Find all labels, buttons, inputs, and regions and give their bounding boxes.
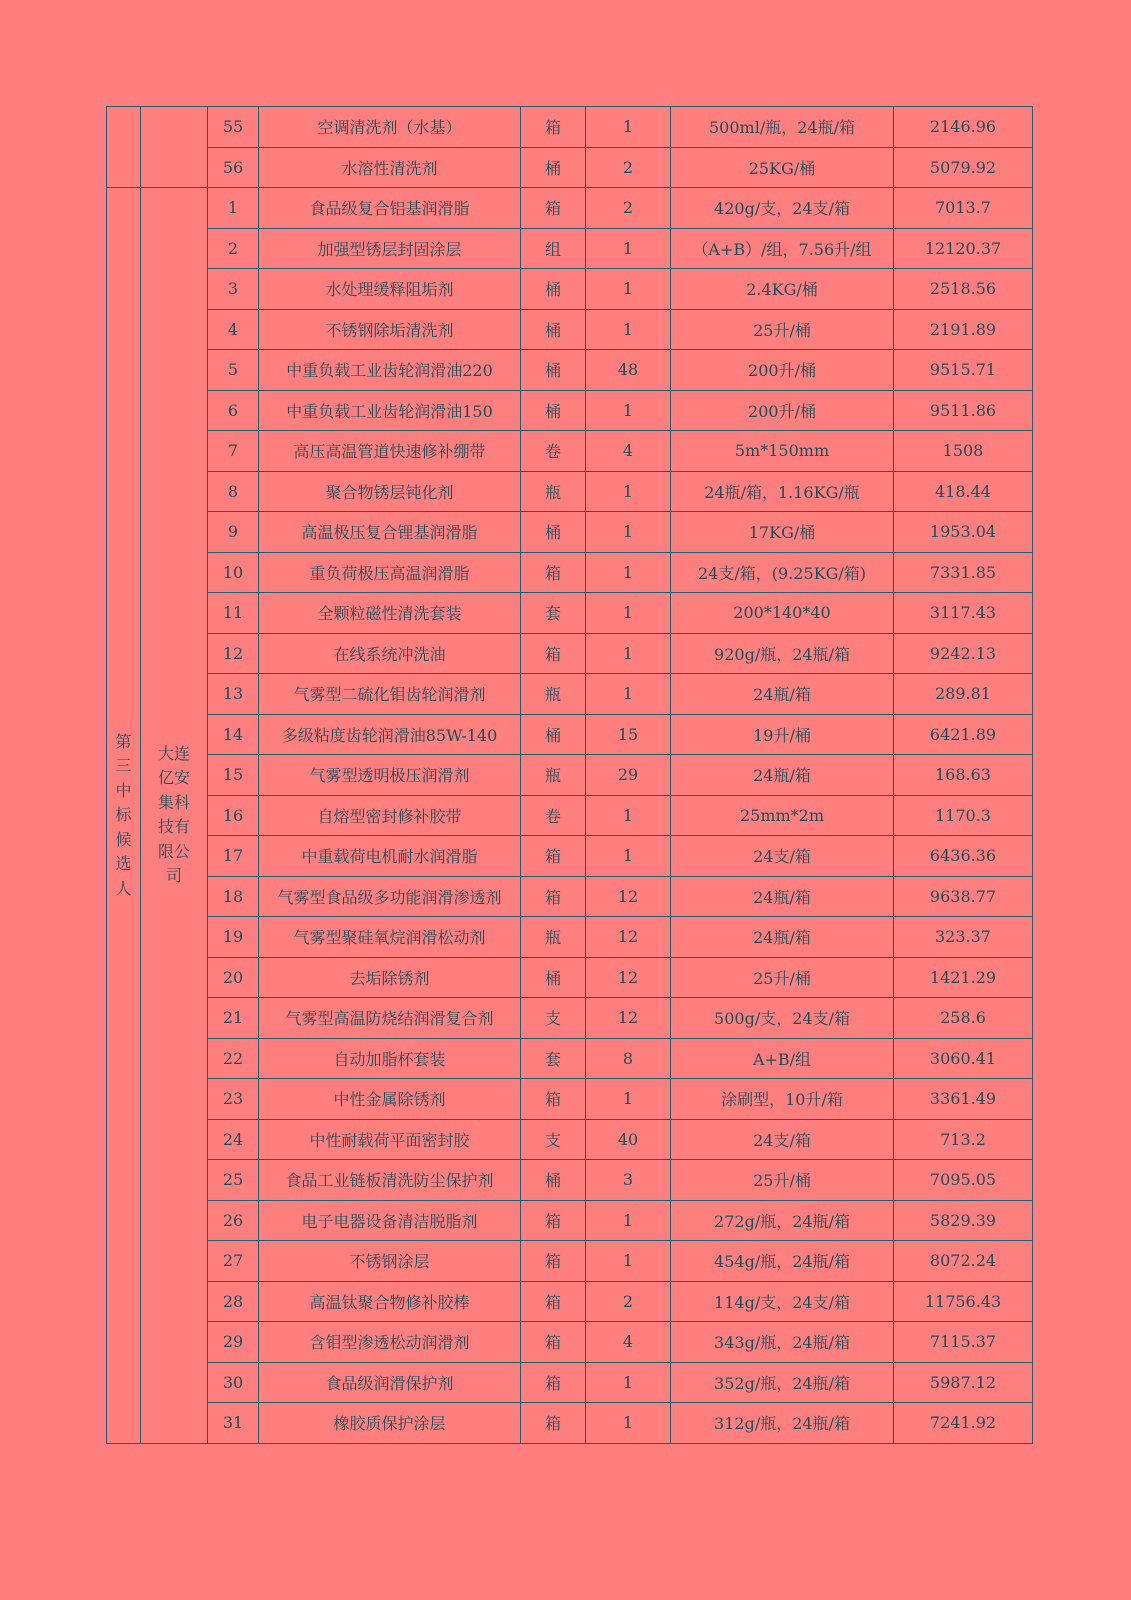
specification-cell: 5m*150mm xyxy=(671,431,894,472)
unit-cell: 瓶 xyxy=(521,917,586,958)
table-row xyxy=(107,1160,1033,1201)
unit-cell: 卷 xyxy=(521,795,586,836)
item-name-cell: 气雾型食品级多功能润滑渗透剂 xyxy=(259,876,521,917)
table-row xyxy=(107,876,1033,917)
item-number-cell: 6 xyxy=(208,390,259,431)
specification-cell: 454g/瓶，24瓶/箱 xyxy=(671,1241,894,1282)
table-row xyxy=(107,957,1033,998)
unit-cell: 卷 xyxy=(521,431,586,472)
price-cell: 713.2 xyxy=(894,1119,1033,1160)
specification-cell: 24支/箱，(9.25KG/箱) xyxy=(671,552,894,593)
quantity-cell: 48 xyxy=(586,350,671,391)
item-number-cell: 24 xyxy=(208,1119,259,1160)
item-name-cell: 去垢除锈剂 xyxy=(259,957,521,998)
price-cell: 7013.7 xyxy=(894,188,1033,229)
specification-cell: 200升/桶 xyxy=(671,350,894,391)
table-row xyxy=(107,1241,1033,1282)
unit-cell: 桶 xyxy=(521,1160,586,1201)
item-name-cell: 气雾型透明极压润滑剂 xyxy=(259,755,521,796)
table-row xyxy=(107,390,1033,431)
item-number-cell: 20 xyxy=(208,957,259,998)
unit-cell: 箱 xyxy=(521,633,586,674)
table-row xyxy=(107,1119,1033,1160)
specification-cell: 19升/桶 xyxy=(671,714,894,755)
item-name-cell: 食品级润滑保护剂 xyxy=(259,1362,521,1403)
item-number-cell: 30 xyxy=(208,1362,259,1403)
quantity-cell: 1 xyxy=(586,633,671,674)
item-name-cell: 中重负载工业齿轮润滑油150 xyxy=(259,390,521,431)
rank-label: 第三中标候选人 xyxy=(115,731,132,898)
unit-cell: 桶 xyxy=(521,147,586,188)
item-number-cell: 7 xyxy=(208,431,259,472)
item-name-cell: 食品工业链板清洗防尘保护剂 xyxy=(259,1160,521,1201)
item-name-cell: 气雾型高温防烧结润滑复合剂 xyxy=(259,998,521,1039)
item-number-cell: 9 xyxy=(208,512,259,553)
unit-cell: 套 xyxy=(521,593,586,634)
table-row xyxy=(107,188,1033,229)
table-row xyxy=(107,107,1033,148)
unit-cell: 箱 xyxy=(521,836,586,877)
table-row xyxy=(107,1281,1033,1322)
specification-cell: 24瓶/箱 xyxy=(671,876,894,917)
unit-cell: 箱 xyxy=(521,1403,586,1444)
table-body xyxy=(107,107,1033,1444)
specification-cell: 25升/桶 xyxy=(671,957,894,998)
unit-cell: 套 xyxy=(521,1038,586,1079)
specification-cell: 25升/桶 xyxy=(671,309,894,350)
item-name-cell: 电子电器设备清洁脱脂剂 xyxy=(259,1200,521,1241)
unit-cell: 箱 xyxy=(521,552,586,593)
item-number-cell: 27 xyxy=(208,1241,259,1282)
table-row xyxy=(107,593,1033,634)
price-cell: 6421.89 xyxy=(894,714,1033,755)
quantity-cell: 3 xyxy=(586,1160,671,1201)
quantity-cell: 1 xyxy=(586,552,671,593)
specification-cell: 17KG/桶 xyxy=(671,512,894,553)
item-name-cell: 水溶性清洗剂 xyxy=(259,147,521,188)
table-row xyxy=(107,350,1033,391)
quantity-cell: 1 xyxy=(586,593,671,634)
price-cell: 2146.96 xyxy=(894,107,1033,148)
unit-cell: 箱 xyxy=(521,1322,586,1363)
price-cell: 418.44 xyxy=(894,471,1033,512)
specification-cell: 2.4KG/桶 xyxy=(671,269,894,310)
specification-cell: 24瓶/箱 xyxy=(671,755,894,796)
price-cell: 258.6 xyxy=(894,998,1033,1039)
price-cell: 5829.39 xyxy=(894,1200,1033,1241)
item-number-cell: 15 xyxy=(208,755,259,796)
price-cell: 1421.29 xyxy=(894,957,1033,998)
item-number-cell: 19 xyxy=(208,917,259,958)
quantity-cell: 2 xyxy=(586,147,671,188)
quantity-cell: 1 xyxy=(586,269,671,310)
quantity-cell: 1 xyxy=(586,1241,671,1282)
specification-cell: （A+B）/组，7.56升/组 xyxy=(671,228,894,269)
specification-cell: 24瓶/箱，1.16KG/瓶 xyxy=(671,471,894,512)
item-name-cell: 中重载荷电机耐水润滑脂 xyxy=(259,836,521,877)
unit-cell: 桶 xyxy=(521,714,586,755)
table-row xyxy=(107,836,1033,877)
item-number-cell: 56 xyxy=(208,147,259,188)
quantity-cell: 1 xyxy=(586,107,671,148)
item-name-cell: 多级粘度齿轮润滑油85W-140 xyxy=(259,714,521,755)
unit-cell: 箱 xyxy=(521,1362,586,1403)
table-row xyxy=(107,674,1033,715)
item-name-cell: 不锈钢除垢清洗剂 xyxy=(259,309,521,350)
table-row xyxy=(107,755,1033,796)
quantity-cell: 12 xyxy=(586,917,671,958)
quantity-cell: 1 xyxy=(586,1403,671,1444)
item-name-cell: 全颗粒磁性清洗套装 xyxy=(259,593,521,634)
item-name-cell: 高压高温管道快速修补绷带 xyxy=(259,431,521,472)
item-number-cell: 1 xyxy=(208,188,259,229)
company-cell xyxy=(141,188,208,1444)
specification-cell: 24支/箱 xyxy=(671,1119,894,1160)
price-cell: 5079.92 xyxy=(894,147,1033,188)
quantity-cell: 1 xyxy=(586,471,671,512)
item-number-cell: 29 xyxy=(208,1322,259,1363)
item-name-cell: 含钼型渗透松动润滑剂 xyxy=(259,1322,521,1363)
quantity-cell: 1 xyxy=(586,795,671,836)
table-row xyxy=(107,309,1033,350)
specification-cell: 24瓶/箱 xyxy=(671,917,894,958)
quantity-cell: 4 xyxy=(586,1322,671,1363)
unit-cell: 瓶 xyxy=(521,755,586,796)
table-row xyxy=(107,795,1033,836)
specification-cell: 25mm*2m xyxy=(671,795,894,836)
table-row xyxy=(107,998,1033,1039)
item-number-cell: 4 xyxy=(208,309,259,350)
table-row xyxy=(107,1403,1033,1444)
table-row xyxy=(107,228,1033,269)
price-cell: 3117.43 xyxy=(894,593,1033,634)
unit-cell: 箱 xyxy=(521,1079,586,1120)
price-cell: 9511.86 xyxy=(894,390,1033,431)
unit-cell: 桶 xyxy=(521,390,586,431)
price-cell: 1953.04 xyxy=(894,512,1033,553)
table-row xyxy=(107,471,1033,512)
table-row xyxy=(107,1362,1033,1403)
quantity-cell: 1 xyxy=(586,674,671,715)
quantity-cell: 1 xyxy=(586,1200,671,1241)
item-name-cell: 高温极压复合锂基润滑脂 xyxy=(259,512,521,553)
item-name-cell: 加强型锈层封固涂层 xyxy=(259,228,521,269)
item-number-cell: 28 xyxy=(208,1281,259,1322)
price-cell: 9515.71 xyxy=(894,350,1033,391)
item-number-cell: 2 xyxy=(208,228,259,269)
specification-cell: 500g/支，24支/箱 xyxy=(671,998,894,1039)
item-number-cell: 25 xyxy=(208,1160,259,1201)
price-cell: 7331.85 xyxy=(894,552,1033,593)
table-row xyxy=(107,552,1033,593)
company-cell-continued xyxy=(141,107,208,188)
price-cell: 1508 xyxy=(894,431,1033,472)
item-name-cell: 自熔型密封修补胶带 xyxy=(259,795,521,836)
table-row xyxy=(107,917,1033,958)
specification-cell: 24瓶/箱 xyxy=(671,674,894,715)
unit-cell: 瓶 xyxy=(521,471,586,512)
price-cell: 12120.37 xyxy=(894,228,1033,269)
bid-items-table xyxy=(106,106,1033,1444)
unit-cell: 桶 xyxy=(521,309,586,350)
unit-cell: 箱 xyxy=(521,1281,586,1322)
specification-cell: 114g/支，24支/箱 xyxy=(671,1281,894,1322)
table-row xyxy=(107,1079,1033,1120)
quantity-cell: 1 xyxy=(586,1362,671,1403)
unit-cell: 支 xyxy=(521,1119,586,1160)
item-name-cell: 气雾型二硫化钼齿轮润滑剂 xyxy=(259,674,521,715)
price-cell: 289.81 xyxy=(894,674,1033,715)
quantity-cell: 1 xyxy=(586,836,671,877)
quantity-cell: 4 xyxy=(586,431,671,472)
item-number-cell: 31 xyxy=(208,1403,259,1444)
item-name-cell: 重负荷极压高温润滑脂 xyxy=(259,552,521,593)
price-cell: 3361.49 xyxy=(894,1079,1033,1120)
quantity-cell: 29 xyxy=(586,755,671,796)
item-number-cell: 16 xyxy=(208,795,259,836)
specification-cell: 352g/瓶，24瓶/箱 xyxy=(671,1362,894,1403)
unit-cell: 箱 xyxy=(521,1241,586,1282)
quantity-cell: 2 xyxy=(586,188,671,229)
item-name-cell: 高温钛聚合物修补胶棒 xyxy=(259,1281,521,1322)
price-cell: 5987.12 xyxy=(894,1362,1033,1403)
item-name-cell: 橡胶质保护涂层 xyxy=(259,1403,521,1444)
item-name-cell: 中性耐载荷平面密封胶 xyxy=(259,1119,521,1160)
price-cell: 7115.37 xyxy=(894,1322,1033,1363)
quantity-cell: 15 xyxy=(586,714,671,755)
table-row xyxy=(107,147,1033,188)
table-row xyxy=(107,714,1033,755)
item-number-cell: 11 xyxy=(208,593,259,634)
specification-cell: 24支/箱 xyxy=(671,836,894,877)
price-cell: 2518.56 xyxy=(894,269,1033,310)
unit-cell: 箱 xyxy=(521,876,586,917)
specification-cell: 200*140*40 xyxy=(671,593,894,634)
table-row xyxy=(107,1038,1033,1079)
quantity-cell: 12 xyxy=(586,998,671,1039)
price-cell: 168.63 xyxy=(894,755,1033,796)
item-number-cell: 10 xyxy=(208,552,259,593)
table-row xyxy=(107,431,1033,472)
company-name: 大连亿安集科技有限公司 xyxy=(157,743,190,886)
item-name-cell: 气雾型聚硅氧烷润滑松动剂 xyxy=(259,917,521,958)
item-number-cell: 22 xyxy=(208,1038,259,1079)
table-row xyxy=(107,512,1033,553)
item-number-cell: 12 xyxy=(208,633,259,674)
price-cell: 8072.24 xyxy=(894,1241,1033,1282)
unit-cell: 桶 xyxy=(521,957,586,998)
item-name-cell: 中性金属除锈剂 xyxy=(259,1079,521,1120)
item-number-cell: 17 xyxy=(208,836,259,877)
specification-cell: 涂刷型，10升/箱 xyxy=(671,1079,894,1120)
price-cell: 7241.92 xyxy=(894,1403,1033,1444)
price-cell: 323.37 xyxy=(894,917,1033,958)
unit-cell: 组 xyxy=(521,228,586,269)
specification-cell: 25KG/桶 xyxy=(671,147,894,188)
quantity-cell: 12 xyxy=(586,957,671,998)
item-number-cell: 26 xyxy=(208,1200,259,1241)
item-name-cell: 中重负载工业齿轮润滑油220 xyxy=(259,350,521,391)
unit-cell: 桶 xyxy=(521,512,586,553)
unit-cell: 瓶 xyxy=(521,674,586,715)
specification-cell: 272g/瓶，24瓶/箱 xyxy=(671,1200,894,1241)
price-cell: 7095.05 xyxy=(894,1160,1033,1201)
specification-cell: 200升/桶 xyxy=(671,390,894,431)
price-cell: 9638.77 xyxy=(894,876,1033,917)
item-number-cell: 55 xyxy=(208,107,259,148)
price-cell: 11756.43 xyxy=(894,1281,1033,1322)
price-cell: 3060.41 xyxy=(894,1038,1033,1079)
item-name-cell: 在线系统冲洗油 xyxy=(259,633,521,674)
quantity-cell: 40 xyxy=(586,1119,671,1160)
quantity-cell: 1 xyxy=(586,228,671,269)
specification-cell: 920g/瓶，24瓶/箱 xyxy=(671,633,894,674)
table-row xyxy=(107,269,1033,310)
item-name-cell: 水处理缓释阻垢剂 xyxy=(259,269,521,310)
item-number-cell: 21 xyxy=(208,998,259,1039)
item-number-cell: 14 xyxy=(208,714,259,755)
rank-cell xyxy=(107,188,141,1444)
quantity-cell: 1 xyxy=(586,1079,671,1120)
item-number-cell: 5 xyxy=(208,350,259,391)
quantity-cell: 1 xyxy=(586,309,671,350)
table-row xyxy=(107,1322,1033,1363)
specification-cell: 420g/支，24支/箱 xyxy=(671,188,894,229)
price-cell: 6436.36 xyxy=(894,836,1033,877)
unit-cell: 箱 xyxy=(521,107,586,148)
table-row xyxy=(107,1200,1033,1241)
item-name-cell: 食品级复合铝基润滑脂 xyxy=(259,188,521,229)
specification-cell: 312g/瓶，24瓶/箱 xyxy=(671,1403,894,1444)
item-number-cell: 18 xyxy=(208,876,259,917)
specification-cell: A+B/组 xyxy=(671,1038,894,1079)
unit-cell: 支 xyxy=(521,998,586,1039)
item-name-cell: 空调清洗剂（水基） xyxy=(259,107,521,148)
specification-cell: 25升/桶 xyxy=(671,1160,894,1201)
item-name-cell: 聚合物锈层钝化剂 xyxy=(259,471,521,512)
quantity-cell: 8 xyxy=(586,1038,671,1079)
quantity-cell: 2 xyxy=(586,1281,671,1322)
item-number-cell: 3 xyxy=(208,269,259,310)
item-number-cell: 8 xyxy=(208,471,259,512)
quantity-cell: 12 xyxy=(586,876,671,917)
quantity-cell: 1 xyxy=(586,512,671,553)
rank-cell-continued xyxy=(107,107,141,188)
table-row xyxy=(107,633,1033,674)
item-name-cell: 自动加脂杯套装 xyxy=(259,1038,521,1079)
specification-cell: 500ml/瓶，24瓶/箱 xyxy=(671,107,894,148)
item-number-cell: 13 xyxy=(208,674,259,715)
item-number-cell: 23 xyxy=(208,1079,259,1120)
specification-cell: 343g/瓶，24瓶/箱 xyxy=(671,1322,894,1363)
unit-cell: 箱 xyxy=(521,188,586,229)
price-cell: 1170.3 xyxy=(894,795,1033,836)
unit-cell: 桶 xyxy=(521,269,586,310)
quantity-cell: 1 xyxy=(586,390,671,431)
price-cell: 2191.89 xyxy=(894,309,1033,350)
item-name-cell: 不锈钢涂层 xyxy=(259,1241,521,1282)
unit-cell: 箱 xyxy=(521,1200,586,1241)
unit-cell: 桶 xyxy=(521,350,586,391)
price-cell: 9242.13 xyxy=(894,633,1033,674)
